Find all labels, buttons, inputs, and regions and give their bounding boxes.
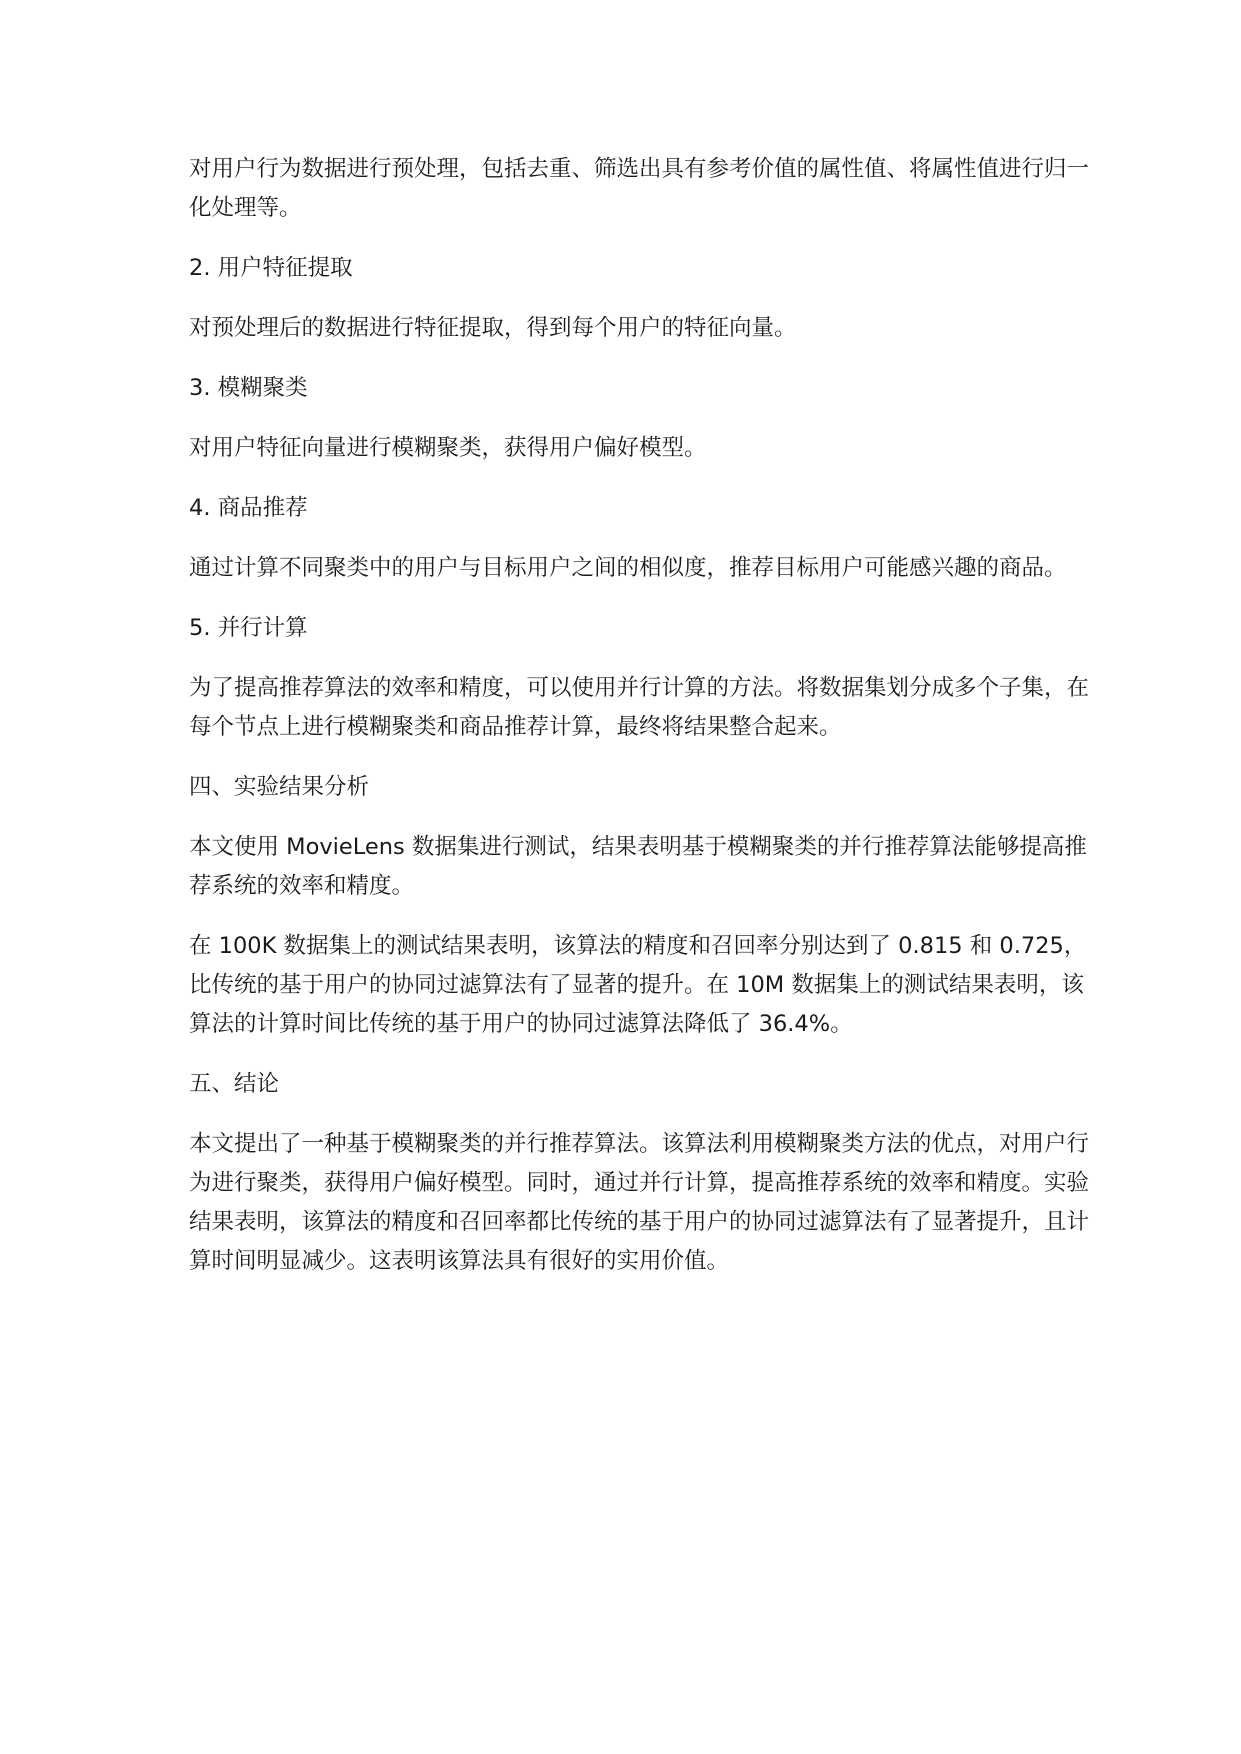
paragraph-feature-extraction: 对预处理后的数据进行特征提取，得到每个用户的特征向量。 — [189, 315, 797, 341]
heading-parallel-computing: 5. 并行计算 — [189, 615, 308, 641]
paragraph-preprocessing: 对用户行为数据进行预处理，包括去重、筛选出具有参考价值的属性值、将属性值进行归一化处理等。 — [189, 156, 1090, 221]
paragraph-parallel-computing: 为了提高推荐算法的效率和精度，可以使用并行计算的方法。将数据集划分成多个子集，在每个节点上进行模糊聚类和商品推荐计算，最终将结果整合起来。 — [189, 675, 1090, 740]
document-body — [189, 150, 1089, 1302]
heading-product-recommendation: 4. 商品推荐 — [189, 495, 308, 521]
heading-experiment-analysis: 四、实验结果分析 — [189, 774, 370, 800]
heading-feature-extraction: 2. 用户特征提取 — [189, 255, 353, 281]
paragraph-experiment-results: 在 100K 数据集上的测试结果表明，该算法的精度和召回率分别达到了 0.815 和 0.725，比传统的基于用户的协同过滤算法有了显著的提升。在 10M 数据集上的测试结果表明，该算法的计算时间比传统的基于用户的协同过滤算法降低了 36.4%。 — [189, 933, 1087, 1037]
paragraph-product-recommendation: 通过计算不同聚类中的用户与目标用户之间的相似度，推荐目标用户可能感兴趣的商品。 — [189, 555, 1067, 581]
paragraph-conclusion: 本文提出了一种基于模糊聚类的并行推荐算法。该算法利用模糊聚类方法的优点，对用户行为进行聚类，获得用户偏好模型。同时，通过并行计算，提高推荐系统的效率和精度。实验结果表明，该算法的精度和召回率都比传统的基于用户的协同过滤算法有了显著提升，且计算时间明显减少。这表明该算法具有很好的实用价值。 — [189, 1131, 1090, 1274]
paragraph-fuzzy-clustering: 对用户特征向量进行模糊聚类，获得用户偏好模型。 — [189, 435, 707, 461]
heading-conclusion: 五、结论 — [189, 1071, 280, 1097]
heading-fuzzy-clustering: 3. 模糊聚类 — [189, 375, 308, 401]
paragraph-experiment-dataset: 本文使用 MovieLens 数据集进行测试，结果表明基于模糊聚类的并行推荐算法能够提高推荐系统的效率和精度。 — [189, 834, 1087, 899]
